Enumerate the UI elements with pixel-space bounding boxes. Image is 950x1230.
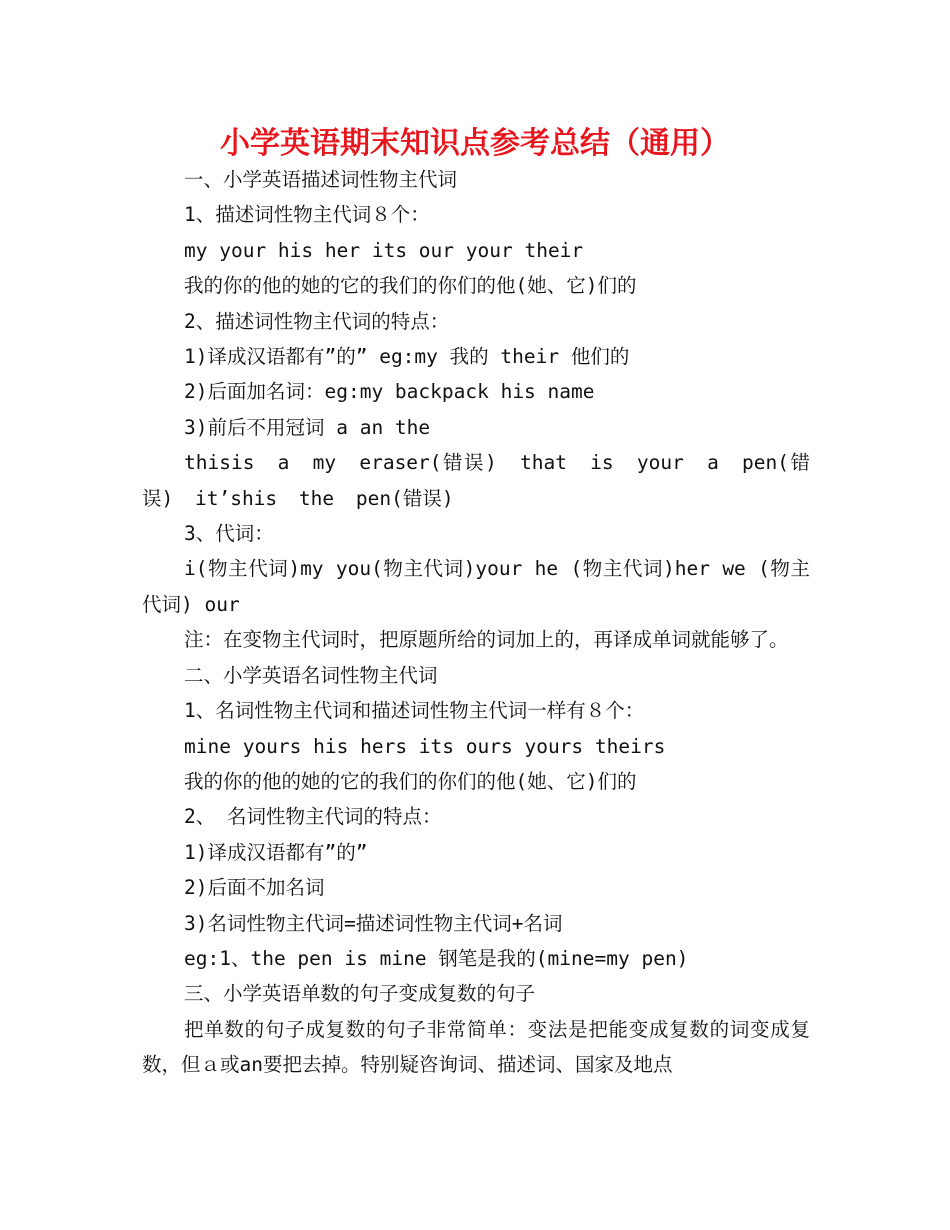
paragraph: 我的你的他的她的它的我们的你们的他(她、它)们的 xyxy=(184,274,637,298)
paragraph: 1、名词性物主代词和描述词性物主代词一样有８个： xyxy=(184,699,645,723)
document-body xyxy=(142,162,810,1083)
section-heading: 三、小学英语单数的句子变成复数的句子 xyxy=(184,982,536,1006)
paragraph: thisis a my eraser(错误) that is your a pen(错误) it’shis the pen(错误) xyxy=(142,451,810,510)
paragraph: i(物主代词)my you(物主代词)your he (物主代词)her we (物主代词) our xyxy=(142,557,810,616)
paragraph: eg:1、the pen is mine 钢笔是我的(mine=my pen) xyxy=(184,946,689,970)
paragraph: 3、代词： xyxy=(184,522,274,546)
paragraph: my your his her its our your their xyxy=(184,238,584,262)
paragraph: 把单数的句子成复数的句子非常简单：变法是把能变成复数的词变成复数，但ａ或an要把去掉。特别疑咨询词、描述词、国家及地点 xyxy=(142,1017,810,1077)
paragraph: 2)后面不加名词 xyxy=(184,876,325,900)
paragraph: 1)译成汉语都有”的” eg:my 我的 their 他们的 xyxy=(184,345,630,369)
paragraph: mine yours his hers its ours yours theirs xyxy=(184,734,666,758)
section-heading: 一、小学英语描述词性物主代词 xyxy=(184,168,458,191)
paragraph: 2)后面加名词：eg:my backpack his name xyxy=(184,380,595,404)
paragraph: 2、 名词性物主代词的特点： xyxy=(184,805,442,829)
paragraph: 3)前后不用冠词 a an the xyxy=(184,415,431,439)
paragraph: 1、描述词性物主代词８个： xyxy=(184,203,430,227)
document-title: 小学英语期末知识点参考总结（通用） xyxy=(220,126,730,161)
section-heading: 二、小学英语名词性物主代词 xyxy=(184,663,438,687)
paragraph: 我的你的他的她的它的我们的你们的他(她、它)们的 xyxy=(184,769,637,793)
paragraph: 1)译成汉语都有”的” xyxy=(184,840,368,864)
paragraph: 注：在变物主代词时，把原题所给的词加上的，再译成单词就能够了。 xyxy=(184,628,789,652)
paragraph: 2、描述词性物主代词的特点： xyxy=(184,309,450,333)
paragraph: 3)名词性物主代词=描述词性物主代词+名词 xyxy=(184,911,563,935)
